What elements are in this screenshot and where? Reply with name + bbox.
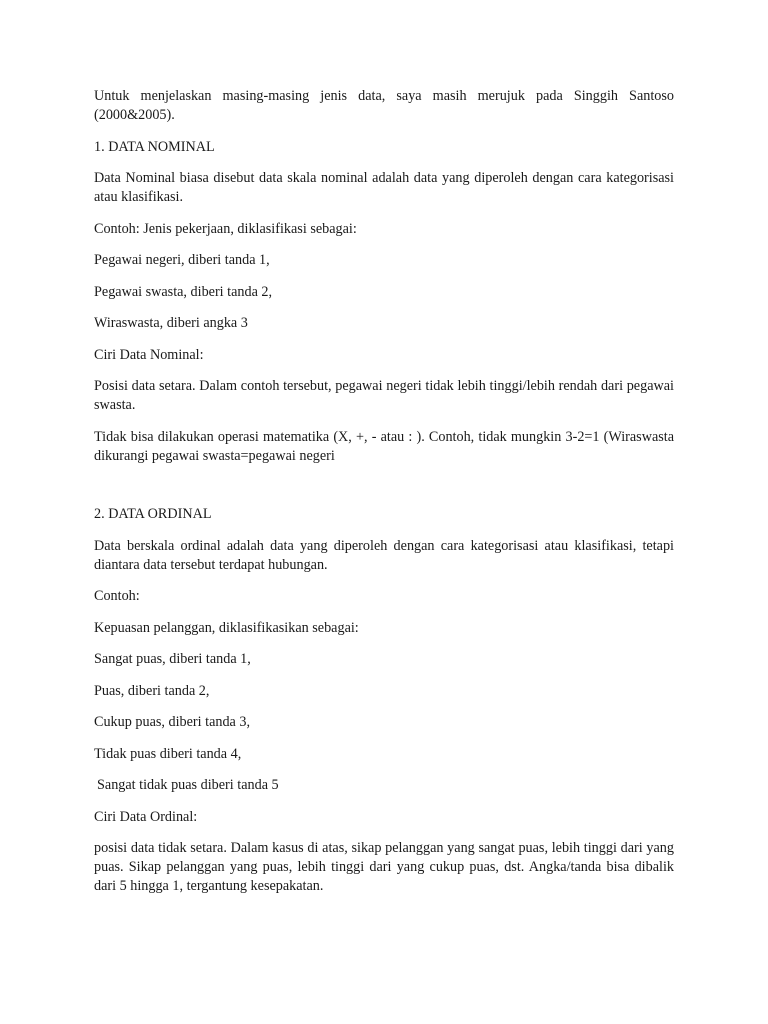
ordinal-example-item: Tidak puas diberi tanda 4,: [94, 745, 242, 762]
nominal-example-item: Wiraswasta, diberi angka 3: [94, 315, 248, 331]
ordinal-traits-heading: Ciri Data Ordinal:: [94, 808, 198, 825]
ordinal-example-item: Cukup puas, diberi tanda 3,: [94, 714, 251, 730]
ordinal-heading: 2. DATA ORDINAL: [94, 506, 212, 522]
document-page: [94, 87, 674, 909]
nominal-definition: Data Nominal biasa disebut data skala nominal adalah data yang diperoleh dengan cara kategorisasi atau klasifikasi.: [94, 170, 674, 205]
ordinal-example-item: Puas, diberi tanda 2,: [94, 682, 210, 699]
ordinal-example-item: Sangat tidak puas diberi tanda 5: [97, 777, 279, 793]
nominal-heading: 1. DATA NOMINAL: [94, 138, 215, 155]
intro-paragraph: Untuk menjelaskan masing-masing jenis data, saya masih merujuk pada Singgih Santoso (2000&2005).: [94, 88, 674, 123]
ordinal-example-item: Sangat puas, diberi tanda 1,: [94, 651, 251, 667]
nominal-example-item: Pegawai swasta, diberi tanda 2,: [94, 283, 273, 300]
ordinal-trait-1: posisi data tidak setara. Dalam kasus di atas, sikap pelanggan yang sangat puas, lebih tinggi dari yang puas. Sikap pelanggan yang puas, lebih tinggi dari yang cukup puas, dst. Angka/tanda bisa dibalik dari 5 hingga 1, tergantung kesepakatan.: [94, 840, 674, 894]
ordinal-example-intro: Kepuasan pelanggan, diklasifikasikan sebagai:: [94, 619, 359, 636]
ordinal-definition: Data berskala ordinal adalah data yang diperoleh dengan cara kategorisasi atau klasifikasi, tetapi diantara data tersebut terdapat hubungan.: [94, 537, 674, 573]
ordinal-example-label: Contoh:: [94, 588, 140, 604]
nominal-trait-1: Posisi data setara. Dalam contoh tersebut, pegawai negeri tidak lebih tinggi/lebih rendah dari pegawai swasta.: [94, 378, 674, 413]
nominal-traits-heading: Ciri Data Nominal:: [94, 346, 204, 363]
nominal-example-item: Pegawai negeri, diberi tanda 1,: [94, 252, 270, 268]
nominal-example-intro: Contoh: Jenis pekerjaan, diklasifikasi sebagai:: [94, 220, 357, 237]
nominal-trait-2: Tidak bisa dilakukan operasi matematika (X, +, - atau : ). Contoh, tidak mungkin 3-2=1 (Wiraswasta dikurangi pegawai swasta=pegawai negeri: [94, 428, 674, 464]
section-spacer: [94, 478, 674, 505]
